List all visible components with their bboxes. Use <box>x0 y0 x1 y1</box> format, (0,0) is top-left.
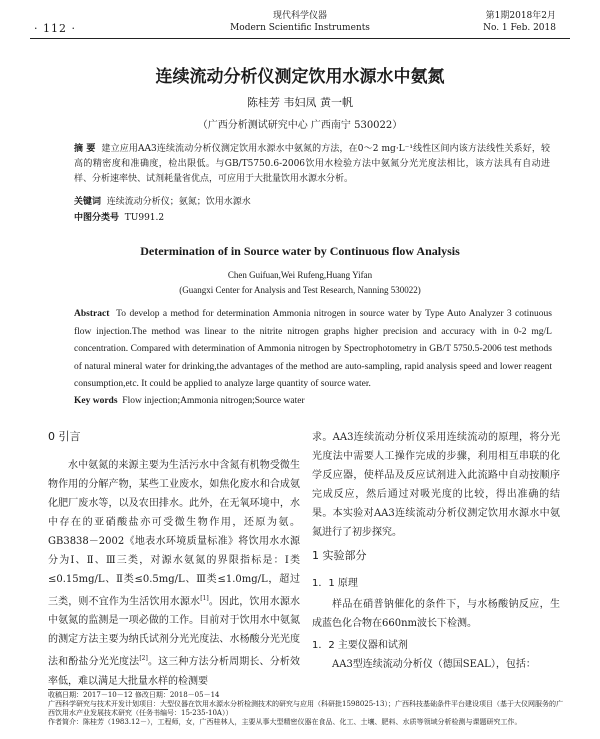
authors-cn: 陈桂芳 韦妇凤 黄一帆 <box>247 96 353 109</box>
journal-name-cn: 现代科学仪器 <box>272 11 327 21</box>
footnote-received: 收稿日期：2017－10－12 修改日期：2018－05－14 <box>48 691 220 699</box>
issue-cn: 第1期2018年2月 <box>485 11 556 21</box>
footnote-rule <box>48 689 168 690</box>
footnote <box>48 691 568 727</box>
affiliation-cn: （广西分析测试研究中心 广西南宁 530022） <box>197 120 403 131</box>
section-1-1-paragraph: 样品在硝普钠催化的条件下，与水杨酸钠反应，生成蓝色化合物在660nm波长下检测。 <box>312 599 560 629</box>
affiliation-en: (Guangxi Center for Analysis and Test Research, Nanning 530022) <box>179 285 421 295</box>
page-number: · 112 · <box>34 22 76 35</box>
abstract-en-text: To develop a method for determination Ammonia nitrogen in source water by Type Auto Analyzer 3 cotinuous flow injection.The method was linear to the nitrite nitrogen graphs higher precision and accuracy with in 0-2 mg/L concentration. Compared with determination of Ammonia nitrogen by Spectrophotometry in GB/T 5750.5-2006 test methods of natural mineral water for drinking,the advantages of the method are auto-sampling, rapid analysis speed and lower reagent consumption,etc. It could be applied to analyze large quantity of source water. <box>74 309 552 389</box>
clc-text: TU991.2 <box>124 213 165 223</box>
keywords-cn <box>74 194 251 207</box>
journal-name-en: Modern Scientific Instruments <box>230 23 370 33</box>
citation-2: [2] <box>139 655 148 663</box>
clc-number <box>74 210 164 223</box>
section-0-paragraph-2: 求。AA3连续流动分析仪采用连续流动的原理，将分光光度法中需要人工操作完成的步骤，利用相互串联的化学反应器，使样品及反应试剂进入此流路中自动按顺序完成反应，然后通过对吸光度的比较，得出准确的结果。本实验对AA3连续流动分析仪测定饮用水源水中氨氮进行了初步探究。 <box>312 432 560 538</box>
section-1-2-heading: 1．2 主要仪器和试剂 <box>312 640 408 651</box>
issue-info <box>483 10 556 34</box>
section-1-heading: 1 实验部分 <box>312 549 367 562</box>
keywords-en-text: Flow injection;Ammonia nitrogen;Source water <box>122 396 305 406</box>
footnote-author: 作者简介：陈桂芳（1983.12－），工程师，女，广西桂林人，主要从事大型精密仪器在食品、化工、土壤、肥料、水质等领域分析检测与课题研究工作。 <box>48 718 522 726</box>
intro-text-a: 水中氨氮的来源主要为生活污水中含氮有机物受微生物作用的分解产物，某些工业废水，如焦化废水和合成氨化肥厂废水等，以及农田排水。此外，在无氧环境中，水中存在的亚硝酸盐亦可受微生物作用，还原为氨。GB3838－2002《地表水环境质量标准》将饮用水水源分为Ⅰ、Ⅱ、Ⅲ三类，对源水氨氮的界限指标是：Ⅰ类≤0.15mg/L、Ⅱ类≤0.5mg/L、Ⅲ类≤1.0mg/L，超过三类，则不宜作为生活饮用水源水 <box>48 460 300 608</box>
abstract-en <box>74 306 552 394</box>
abstract-cn-text: 建立应用AA3连续流动分析仪测定饮用水源水中氨氮的方法，在0～2 mg·L⁻¹线性区间内该方法线性关系好，较高的精密度和准确度，检出限低。与GB/T5750.6-2006饮用水检验方法中氨氮分光光度法相比，该方法具有自动进样、分析速率快、试剂耗量省优点，可应用于大批量饮用水源水分析。 <box>74 144 550 184</box>
paper-title-en: Determination of in Source water by Continuous flow Analysis <box>140 244 460 258</box>
keywords-cn-label: 关键词 <box>74 197 102 207</box>
section-1-1-heading: 1．1 原理 <box>312 578 358 589</box>
abstract-cn <box>74 142 550 187</box>
intro-text-b: 。因此，饮用水源水中氨氮的监测是一项必做的工作。目前对于饮用水中氨氮的测定方法主要为纳氏试剂分光光度法、水杨酸分光光度法和酚盐分光光度法 <box>48 596 300 668</box>
journal-name <box>200 10 400 34</box>
abstract-cn-label: 摘 要 <box>74 144 96 154</box>
section-0-heading: 0 引言 <box>48 430 81 443</box>
section-1-2-paragraph: AA3型连续流动分析仪（德国SEAL），包括： <box>332 659 536 670</box>
clc-label: 中图分类号 <box>74 213 120 223</box>
abstract-en-label: Abstract <box>74 309 110 319</box>
section-0-paragraph-1 <box>48 456 300 691</box>
footnote-fund: 广西科学研究与技术开发计划项目：大型仪器在饮用水源水分析检测技术的研究与应用（科研批1598025-13）；广西科技基础条件平台建设项目（基于大仪网服务的广西饮用水产业发展技术研究（任务书编号：15-235-10A）） <box>48 700 563 717</box>
intro-text-c: 。这三种方法分析周期长、分析效率低，难以满足大批量水样的检测要 <box>48 656 300 687</box>
citation-1: [1] <box>200 595 209 602</box>
paper-title-cn: 连续流动分析仪测定饮用水源水中氨氮 <box>155 67 445 87</box>
authors-en: Chen Guifuan,Wei Rufeng,Huang Yifan <box>227 270 373 280</box>
header-rule <box>30 38 570 39</box>
keywords-en-label: Key words <box>74 396 118 406</box>
keywords-en <box>74 396 305 406</box>
keywords-cn-text: 连续流动分析仪；氨氮；饮用水源水 <box>106 197 251 207</box>
issue-en: No. 1 Feb. 2018 <box>483 23 556 33</box>
